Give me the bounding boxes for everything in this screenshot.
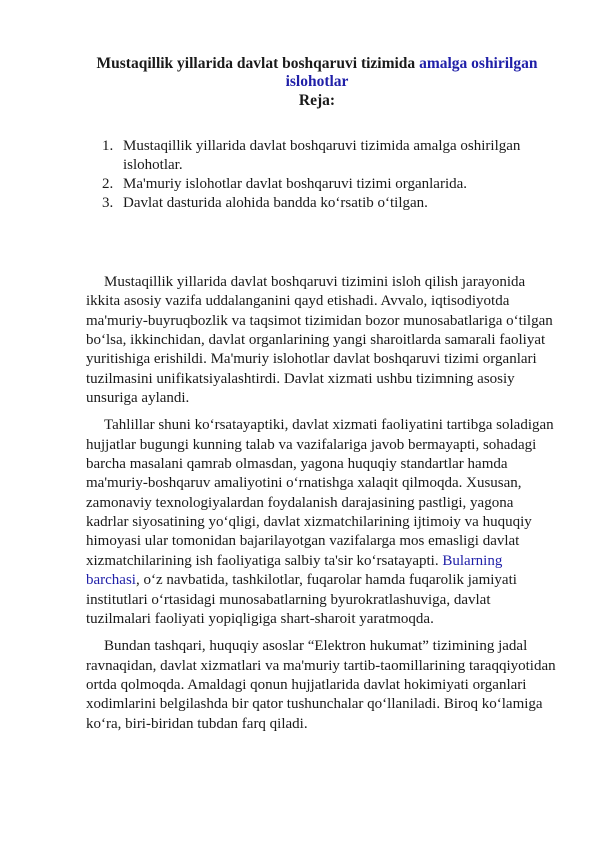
paragraph-2-text-after: , o‘z navbatida, tashkilotlar, fuqarolar hamda fuqarolik jamiyati institutlari o‘rtasidagi munosabatlarning byurokratlashuviga, davlat tuzilmalari faoliyati yopiqligiga shart-sharoit yaratmoqda. [86, 572, 517, 627]
document-body [86, 273, 556, 742]
document-title [82, 55, 552, 91]
plan-item-number: 2. [102, 176, 114, 192]
plan-list [86, 137, 548, 213]
plan-item [86, 137, 548, 175]
paragraph-1: Mustaqillik yillarida davlat boshqaruvi tizimini isloh qilish jarayonida ikkita asosiy vazifa uddalanganini qayd etishadi. Avvalo, iqtisodiyotda ma'muriy-buyruqbozlik va taqsimot tizimidan bozor munosabatlariga o‘tilgan bo‘lsa, ikkinchidan, davlat organlarining yangi sharoitlarda samarali faoliyat yuritishiga erishildi. Ma'muriy islohotlar davlat boshqaruvi tizimi organlari tuzilmasini unifikatsiyalashtirdi. Davlat xizmati ushbu tizimning asosiy unsuriga aylandi. [86, 274, 553, 407]
plan-item [86, 175, 548, 194]
title-highlight-link[interactable]: amalga oshirilgan islohotlar [285, 55, 538, 90]
plan-heading: Reja: [298, 92, 336, 109]
plan-item [86, 194, 548, 213]
paragraph-2 [86, 416, 556, 629]
plan-item-number: 3. [102, 195, 114, 211]
title-text: Mustaqillik yillarida davlat boshqaruvi tizimida [96, 55, 420, 72]
paragraph-2-text-before: Tahlillar shuni ko‘rsatayaptiki, davlat xizmati faoliyatini tartibga soladigan hujjatlar bugungi kunning talab va vazifalariga javob bermayapti, sohadagi barcha masalani qamrab olmasdan, yagona huquqiy standartlar hamda ma'muriy-boshqaruv amaliyotini o‘rnatishga xalaqit qilmoqda. Xususan, zamonaviy texnologiyalardan foydalanish darajasining pastligi, yagona kadrlar siyosatining yo‘qligi, davlat xizmatchilarining ijtimoiy va huquqiy himoyasi ular tomonidan bajarilayotgan vazifalarga mos emasligi davlat xizmatchilarining ish faoliyatiga salbiy ta'sir ko‘rsatayapti. [86, 417, 554, 569]
plan-item-number: 1. [102, 138, 114, 154]
paragraph-3: Bundan tashqari, huquqiy asoslar “Elektron hukumat” tizimining jadal ravnaqidan, davlat xizmatlari va ma'muriy tartib-taomillarining taraqqiyotidan ortda qolmoqda. Amaldagi qonun hujjatlarida davlat hokimiyati organlari xodimlarini belgilashda bir qator tushunchalar qo‘llaniladi. Biroq ko‘lamiga ko‘ra, biri-biridan tubdan farq qiladi. [86, 638, 556, 732]
plan-item-text: Mustaqillik yillarida davlat boshqaruvi tizimida amalga oshirilgan islohotlar. [123, 138, 521, 173]
plan-item-text: Ma'muriy islohotlar davlat boshqaruvi tizimi organlarida. [123, 176, 468, 192]
plan-item-text: Davlat dasturida alohida bandda ko‘rsatib o‘tilgan. [123, 195, 428, 211]
paragraph-2-link[interactable]: Bularning barchasi [86, 552, 503, 589]
